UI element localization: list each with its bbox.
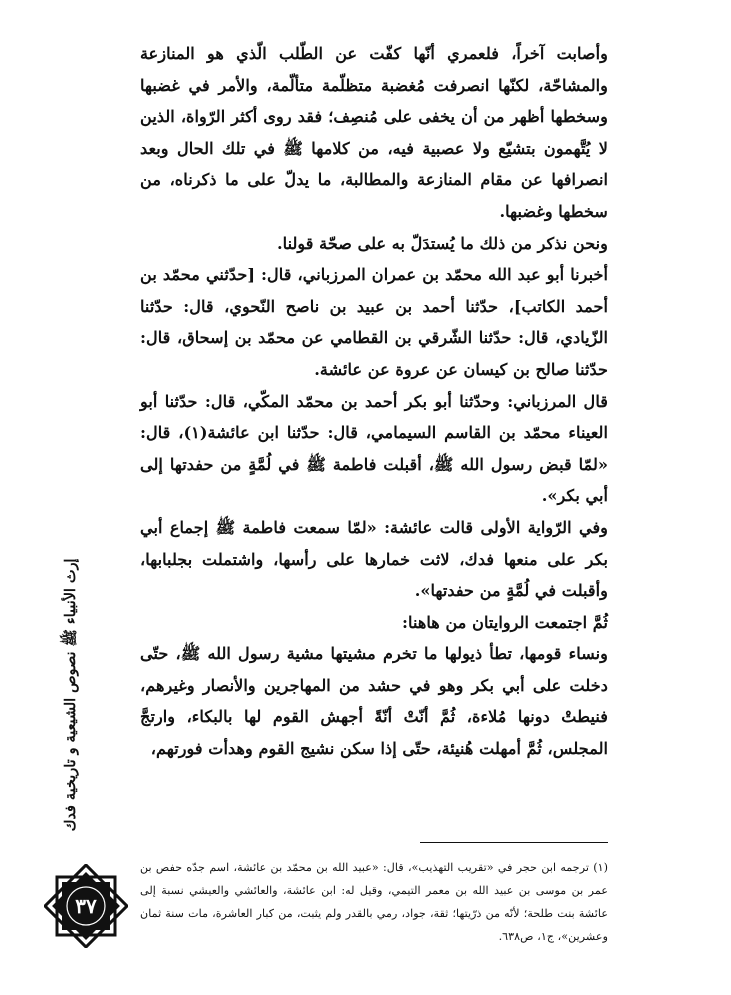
body-paragraph-2: ونحن نذكر من ذلك ما يُستدَلّ به على صحّة قولنا. (277, 233, 608, 253)
body-paragraph-3: أخبرنا أبو عبد الله محمّد بن عمران المرزباني، قال: [حدّثني محمّد بن أحمد الكاتب]، حدّثنا أحمد بن عبيد بن ناصح النّحوي، قال: حدّثنا الزّيادي، قال: حدّثنا الشّرقي بن القطامي عن محمّد بن إسحاق، قال: حدّثنا صالح بن كيسان عن عروة عن عائشة. (140, 265, 608, 379)
footnotes (140, 856, 608, 948)
page-number: ٣٧ (75, 894, 97, 918)
main-text (140, 38, 608, 765)
body-paragraph-1: وأصابت آخراً، فلعمري أنّها كفّت عن الطّلب الّذي هو المنازعة والمشاحّة، لكنّها انصرفت مُغضبة متظلّمة متألّمة، والأمر في غضبها وسخطها أظهر من أن يخفى على مُنصِف؛ فقد روى أكثر الرّواة، الذين لا يُتَّهمون بتشيّع ولا عصبية فيه، من كلامها ﷺ في تلك الحال وبعد انصرافها عن مقام المنازعة والمطالبة، ما يدلّ على ما ذكرناه، من سخطها وغضبها. (140, 44, 608, 221)
body-paragraph-5: وفي الرّواية الأولى قالت عائشة: «لمّا سمعت فاطمة ﷺ إجماع أبي بكر على منعها فدك، لاثت خمارها على رأسها، واشتملت بجلبابها، وأقبلت في لُمَّةٍ من حفدتها». (140, 517, 608, 601)
body-paragraph-7: ونساء قومها، تطأ ذيولها ما تخرم مشيتها مشية رسول الله ﷺ، حتّى دخلت على أبي بكر وهو في حشد من المهاجرين والأنصار وغيرهم، فنيطتْ دونها مُلاءة، ثُمَّ أنّتْ أنّةً أجهش القوم لها بالبكاء، وارتجَّ المجلس، ثُمَّ أمهلت هُنيئة، حتّى إذا سكن نشيج القوم وهدأت فورتهم، (140, 644, 608, 759)
footnote-divider (420, 842, 608, 843)
body-paragraph-4: قال المرزباني: وحدّثنا أبو بكر أحمد بن محمّد المكّي، قال: حدّثنا أبو العيناء محمّد بن القاسم السيمامي، قال: حدّثنا ابن عائشة(١)، قال: «لمّا قبض رسول الله ﷺ، أقبلت فاطمة ﷺ في لُمَّةٍ من حفدتها إلى أبي بكر». (140, 391, 608, 506)
running-title: إرث الأنبياء ﷺ نصوص الشيعية و تاريخية فدك (62, 558, 79, 832)
footnote-1: (١) ترجمه ابن حجر في «تقريب التهذيب»، قال: «عبيد الله بن محمّد بن عائشة، اسم جدّه حفص بن عمر بن موسى بن عبيد الله بن معمر التيمي، وقيل له: ابن عائشة، والعائشي والعيشي نسبة إلى عائشة بنت طلحة؛ لأنّه من ذرّيتها؛ ثقة، جواد، رمي بالقدر ولم يثبت، من كبار العاشرة، مات سنة ثمان وعشرين»، ج١، ص٦٣٨. (140, 861, 608, 943)
page-number-badge (44, 864, 128, 948)
body-paragraph-6: ثُمَّ اجتمعت الروايتان من هاهنا: (402, 612, 608, 632)
